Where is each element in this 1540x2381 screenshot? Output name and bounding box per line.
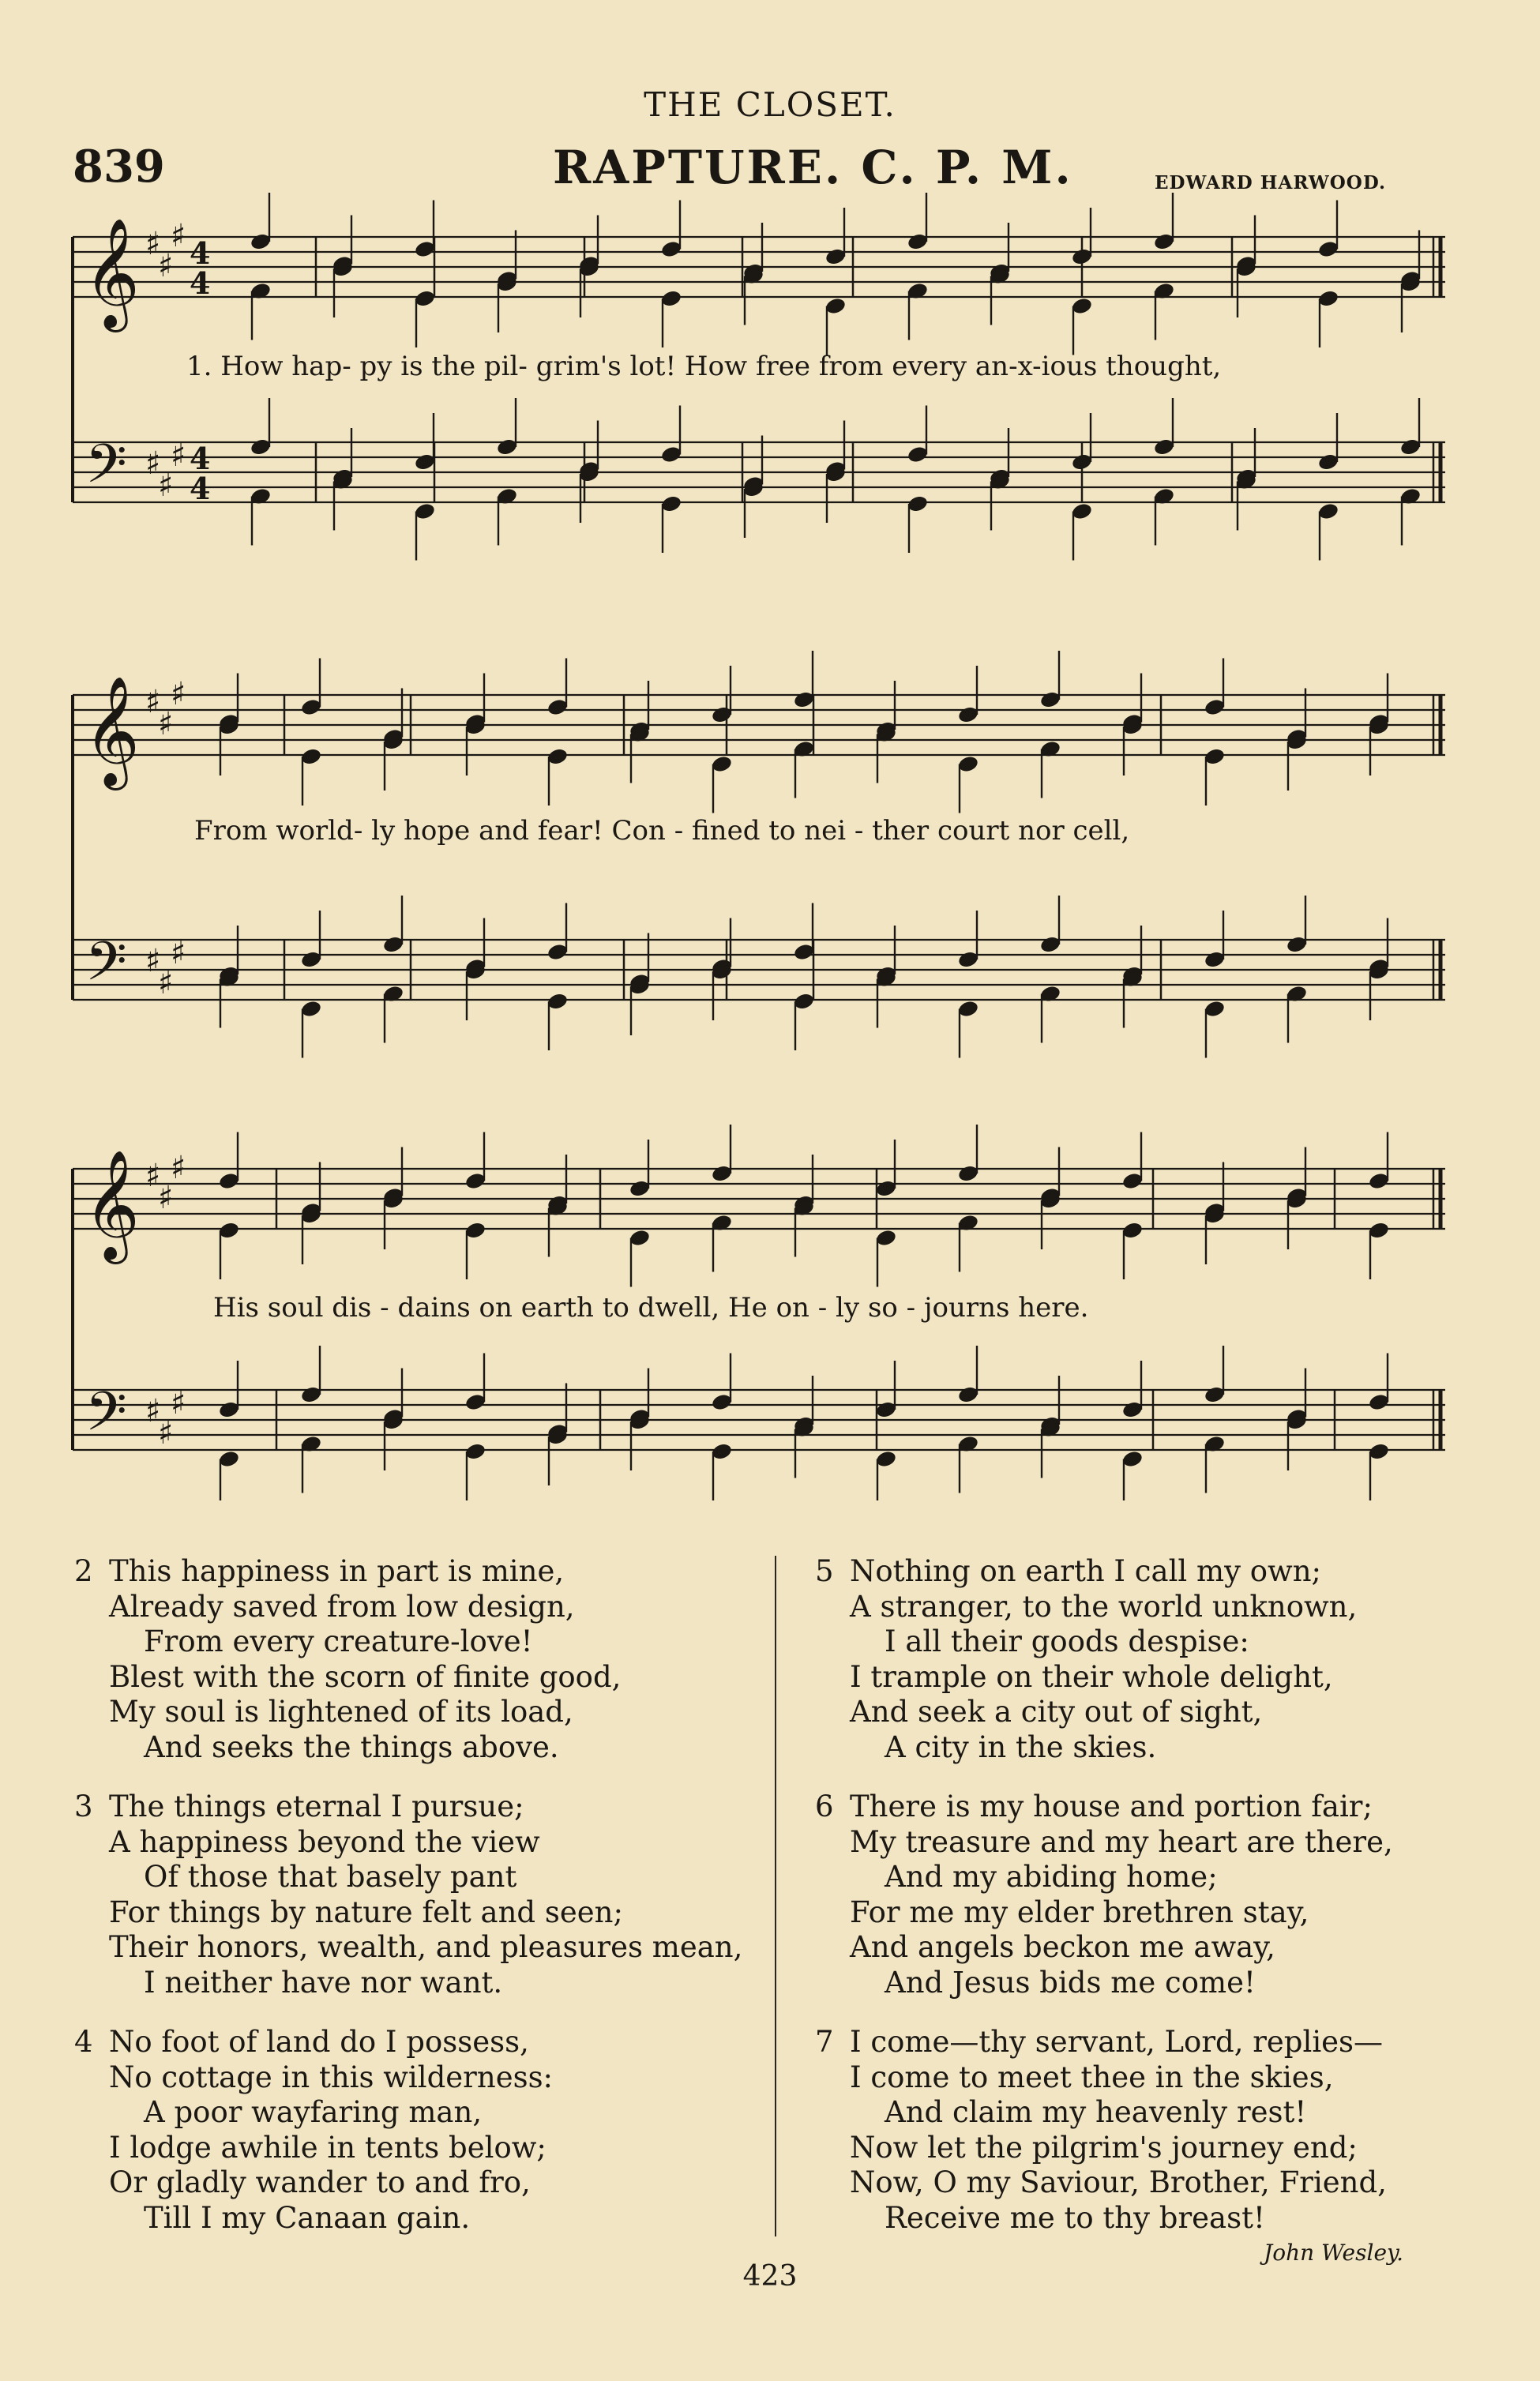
hymn-number: 839 bbox=[73, 141, 165, 193]
time-signature-digit: 4 bbox=[190, 235, 211, 271]
verses-left-column bbox=[74, 1554, 742, 2260]
page-number: 423 bbox=[742, 2260, 798, 2293]
sharp-icon: ♯ bbox=[158, 706, 174, 742]
verse-5: 5 Nothing on earth I call my own; A stranger, to the world unknown, I all their goods despise: I trample on their whole delight, And seek a city out of sight, A city in the skies. bbox=[815, 1554, 1358, 1764]
bass-clef-icon: 𝄢 bbox=[85, 1381, 127, 1456]
composer-name: EDWARD HARWOOD. bbox=[1155, 172, 1386, 193]
treble-clef-icon: 𝄞 bbox=[84, 218, 140, 328]
time-signature-digit: 4 bbox=[190, 441, 211, 476]
lyric-line-2: From world- ly hope and fear! Con - fined to nei - ther court nor cell, bbox=[194, 815, 1130, 847]
lyric-line-1: 1. How hap- py is the pil- grim's lot! How free from every an-x-ious thought, bbox=[186, 351, 1222, 382]
time-signature-digit: 4 bbox=[190, 265, 211, 301]
verse-3: 3 The things eternal I pursue; A happiness beyond the view Of those that basely pant For things by nature felt and seen; Their honors, wealth, and pleasures mean, I neither have nor want. bbox=[74, 1790, 743, 2000]
sharp-icon: ♯ bbox=[145, 445, 161, 482]
author-name: John Wesley. bbox=[1264, 2240, 1404, 2266]
sharp-icon: ♯ bbox=[171, 1385, 186, 1421]
sharp-icon: ♯ bbox=[145, 1158, 161, 1194]
sharp-icon: ♯ bbox=[145, 684, 161, 720]
verse-number: 2 bbox=[74, 1554, 93, 1588]
sharp-icon: ♯ bbox=[158, 1180, 174, 1216]
sharp-icon: ♯ bbox=[171, 676, 186, 712]
section-title: THE CLOSET. bbox=[644, 85, 896, 124]
verse-number: 5 bbox=[815, 1554, 834, 1588]
sharp-icon: ♯ bbox=[171, 438, 186, 474]
verse-2: 2 This happiness in part is mine, Already saved from low design, From every creature-love! Blest with the scorn of finite good, My soul is lightened of its load, And seeks the things above. bbox=[74, 1554, 622, 1764]
verse-number: 3 bbox=[74, 1790, 93, 1823]
tune-name: RAPTURE. C. P. M. bbox=[553, 141, 1073, 194]
verses-right-column bbox=[815, 1554, 1393, 2260]
sharp-icon: ♯ bbox=[158, 1415, 174, 1452]
sharp-icon: ♯ bbox=[171, 218, 186, 254]
bass-clef-icon: 𝄢 bbox=[85, 434, 127, 509]
verse-6: 6 There is my house and portion fair; My treasure and my heart are there, And my abiding home; For me my elder brethren stay, And angels beckon me away, And Jesus bids me come! bbox=[815, 1790, 1393, 2000]
column-divider bbox=[775, 1556, 776, 2236]
bass-clef-icon: 𝄢 bbox=[85, 931, 127, 1006]
verse-number: 6 bbox=[815, 1790, 834, 1823]
sharp-icon: ♯ bbox=[171, 935, 186, 971]
sharp-icon: ♯ bbox=[158, 468, 174, 504]
treble-clef-icon: 𝄞 bbox=[84, 676, 140, 786]
sharp-icon: ♯ bbox=[145, 943, 161, 979]
sharp-icon: ♯ bbox=[145, 226, 161, 262]
lyric-line-3: His soul dis - dains on earth to dwell, He on - ly so - journs here. bbox=[213, 1292, 1089, 1324]
sharp-icon: ♯ bbox=[158, 248, 174, 284]
verse-number: 7 bbox=[815, 2025, 834, 2059]
sharp-icon: ♯ bbox=[158, 965, 174, 1001]
verse-4: 4 No foot of land do I possess, No cottage in this wilderness: A poor wayfaring man, I lodge awhile in tents below; Or gladly wander to and fro, Till I my Canaan gain. bbox=[74, 2025, 554, 2235]
treble-clef-icon: 𝄞 bbox=[84, 1150, 140, 1260]
verse-number: 4 bbox=[74, 2025, 93, 2059]
sharp-icon: ♯ bbox=[171, 1150, 186, 1186]
sharp-icon: ♯ bbox=[145, 1393, 161, 1429]
time-signature-digit: 4 bbox=[190, 471, 211, 506]
verse-7: 7 I come—thy servant, Lord, replies— I come to meet thee in the skies, And claim my heavenly rest! Now let the pilgrim's journey end; Now, O my Saviour, Brother, Friend, Receive me to thy breast! bbox=[815, 2025, 1387, 2235]
